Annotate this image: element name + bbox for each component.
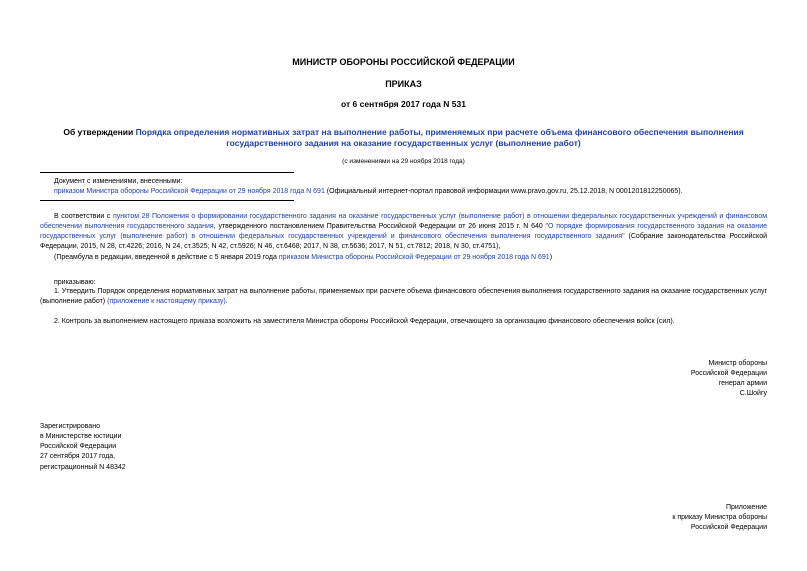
issuing-authority: МИНИСТР ОБОРОНЫ РОССИЙСКОЙ ФЕДЕРАЦИИ [292,57,515,67]
basis-text-3: (Собрание законодательства Российской Федерации, 2015, N 28, ст.4226; 2016, N 24, ст.3525; N 42, ст.5926; N 46, ст.6468; 2017, N 38, ст.5636; 2017, N 51, ст.7812; 2018, N 30, ст.4751), [40,233,768,251]
changes-source: (Официальный интернет-портал правовой информации www.pravo.gov.ru, 25.12.2018, N 0001201812250065). [324,188,683,196]
signature-block [527,359,767,400]
item-1-text: 1. Утвердить Порядок определения нормативных затрат на выполнение работы, применяемых при расчете объема финансового обеспечения выполнения государственного задания на оказание государственных услуг (выполнение работ) [40,288,768,306]
item-1-end: . [225,298,228,306]
divider-bottom [40,200,294,201]
registration-line-3: Российской Федерации [40,443,117,451]
preamble-note-text: (Преамбула в редакции, введенной в действие с 5 января 2019 года [54,253,279,261]
preamble-note-close: ) [549,253,553,261]
appendix-block [527,503,767,533]
document-date-number: от 6 сентября 2017 года N 531 [341,99,466,109]
item-1-link[interactable]: (приложение к настоящему приказу) [107,298,226,306]
signature-line-4: С.Шойгу [739,390,767,398]
appendix-line-2: к приказу Министра обороны [672,514,767,522]
document-title [40,127,767,150]
amendment-note: (с изменениями на 29 ноября 2018 года) [342,158,465,165]
preamble-note [40,253,767,263]
registration-block [40,422,240,473]
signature-line-3: генерал армии [718,380,767,388]
document-type: ПРИКАЗ [385,79,422,89]
title-prefix: Об утверждении [63,127,136,137]
basis-paragraph [40,212,767,263]
signature-line-1: Министр обороны [708,360,767,367]
appendix-line-1: Приложение [725,504,767,511]
registration-line-1: Зарегистрировано [40,423,100,430]
registration-line-2: в Министерстве юстиции [40,433,122,441]
changes-link[interactable]: приказом Министра обороны Российской Федерации от 29 ноября 2018 года N 691 [54,188,325,196]
basis-text-2: , утвержденного постановлением Правительства Российской Федерации от 26 июня 2015 г. N 640 [213,223,546,231]
basis-link-2[interactable]: "О порядке формирования государственного задания на оказание государственных услуг (выполнение работ) в отношении федеральных государственных учреждений и финансового обеспечения выполнения государственного задания" [40,223,767,241]
basis-text [40,212,767,253]
divider-top [40,172,294,173]
registration-line-4: 27 сентября 2017 года, [40,453,116,461]
registration-line-5: регистрационный N 48342 [40,463,126,471]
item-2-block [40,317,767,327]
item-1 [40,287,767,307]
title-link[interactable]: Порядка определения нормативных затрат на выполнение работы, применяемых при расчете объема финансового обеспечения выполнения государственного задания на оказание государственных услуг (выполнение работ) [135,127,744,149]
basis-link-1[interactable]: пунктом 28 Положения о формировании государственного задания на оказание государственных услуг (выполнение работ) в отношении федеральных государственных учреждений и финансовом обеспечении выполнения государственного задания [40,213,768,231]
changes-label: Документ с изменениями, внесенными: [54,178,183,185]
order-word: приказываю: [54,279,96,286]
item-2: 2. Контроль за выполнением настоящего приказа возложить на заместителя Министра обороны Российской Федерации, отвечающего за организацию финансового обеспечения войск (сил). [54,318,675,325]
changes-entry [54,187,774,197]
item-1-block [40,287,767,307]
basis-text-1: В соответствии с [54,213,113,220]
preamble-note-link[interactable]: приказом Министра обороны Российской Федерации от 29 ноября 2018 года N 691 [278,253,550,261]
changes-block [54,177,774,197]
signature-line-2: Российской Федерации [690,370,767,378]
appendix-line-3: Российской Федерации [690,524,767,532]
